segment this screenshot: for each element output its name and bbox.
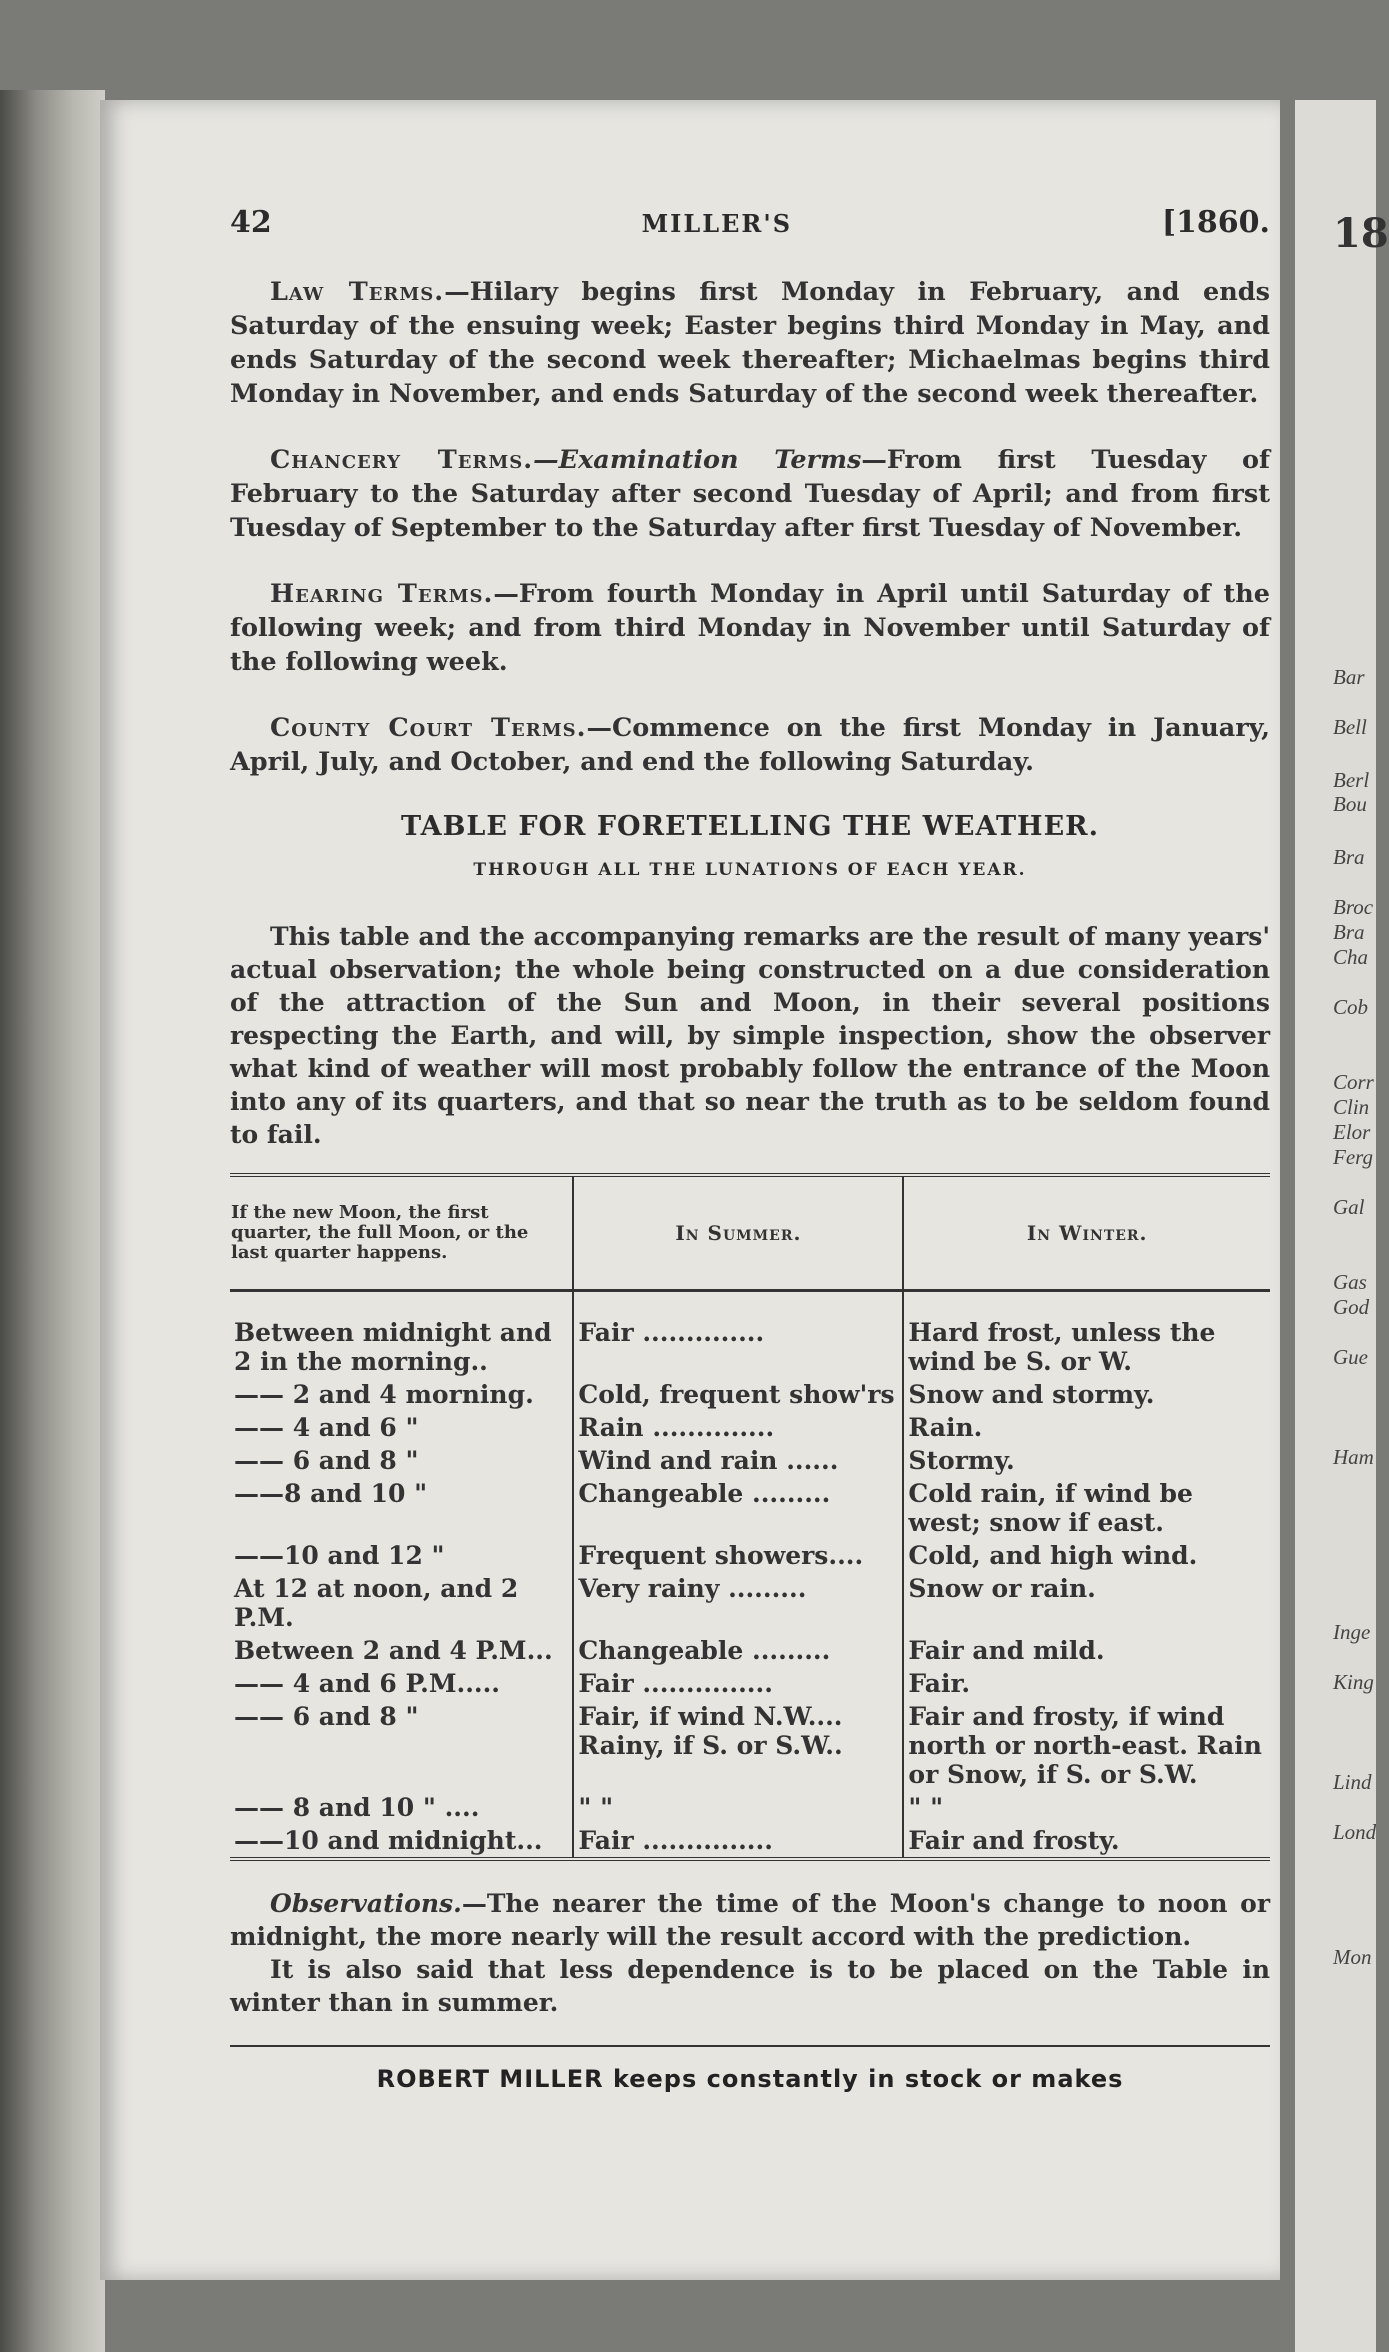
cell-summer: " " bbox=[573, 1791, 903, 1824]
cell-winter: Fair. bbox=[908, 1669, 971, 1698]
facing-fragment: Gue bbox=[1333, 1345, 1368, 1369]
cell-winter: Snow or rain. bbox=[908, 1574, 1096, 1603]
cell-winter: Fair and frosty, if wind north or north-east. Rain or Snow, if S. or S.W. bbox=[908, 1702, 1262, 1789]
cell-time: Between 2 and 4 P.M... bbox=[230, 1634, 573, 1667]
law-terms-paragraph bbox=[230, 275, 1270, 411]
table-row bbox=[230, 1539, 1270, 1572]
county-court-terms-paragraph bbox=[230, 711, 1270, 779]
facing-fragment: Lind bbox=[1333, 1770, 1372, 1794]
observations-paragraph-2: It is also said that less dependence is to be placed on the Table in winter than in summer. bbox=[230, 1955, 1270, 2017]
table-row bbox=[230, 1477, 1270, 1539]
cell-summer: Wind and rain ...... bbox=[573, 1444, 903, 1477]
facing-page-year: 18 bbox=[1333, 210, 1389, 257]
facing-page bbox=[1295, 100, 1389, 2352]
facing-fragment: Broc bbox=[1333, 895, 1374, 919]
cell-summer: Changeable ......... bbox=[573, 1477, 903, 1539]
table-row bbox=[230, 1291, 1270, 1379]
header-winter: In Winter. bbox=[903, 1175, 1270, 1291]
county-court-terms-text: —Commence on the first Monday in January, April, July, and October, and end the following Saturday. bbox=[230, 713, 1270, 777]
law-terms-lead: Law Terms. bbox=[270, 277, 445, 307]
cell-summer: Fair ............... bbox=[573, 1667, 903, 1700]
chancery-terms-paragraph bbox=[230, 443, 1270, 545]
cell-winter: Cold rain, if wind be west; snow if east. bbox=[908, 1479, 1193, 1537]
chancery-terms-italic: —Examination Terms bbox=[533, 445, 862, 475]
cell-time: —— 4 and 6 " bbox=[230, 1411, 573, 1444]
county-court-terms-lead: County Court Terms. bbox=[270, 713, 587, 743]
cell-summer: Fair, if wind N.W.... Rainy, if S. or S.W.. bbox=[573, 1700, 903, 1791]
table-row bbox=[230, 1444, 1270, 1477]
cell-winter: Fair and frosty. bbox=[908, 1826, 1120, 1855]
cell-summer: Frequent showers.... bbox=[573, 1539, 903, 1572]
facing-fragment: Inge bbox=[1333, 1620, 1371, 1644]
cell-summer: Very rainy ......... bbox=[573, 1572, 903, 1634]
table-row bbox=[230, 1791, 1270, 1824]
table-row bbox=[230, 1411, 1270, 1444]
facing-fragment: Bra bbox=[1333, 920, 1365, 944]
cell-summer: Cold, frequent show'rs bbox=[573, 1378, 903, 1411]
cell-time: —— 6 and 8 " bbox=[230, 1444, 573, 1477]
cell-time: —— 6 and 8 " bbox=[230, 1700, 573, 1791]
cell-winter: Cold, and high wind. bbox=[908, 1541, 1198, 1570]
cell-summer: Fair ............... bbox=[573, 1824, 903, 1859]
facing-fragment: God bbox=[1333, 1295, 1370, 1319]
table-row bbox=[230, 1824, 1270, 1859]
table-row bbox=[230, 1634, 1270, 1667]
cell-winter: Rain. bbox=[908, 1413, 983, 1442]
facing-fragment: King bbox=[1333, 1670, 1374, 1694]
facing-fragment: Ferg bbox=[1333, 1145, 1374, 1169]
weather-table bbox=[230, 1173, 1270, 1861]
cell-winter: " " bbox=[908, 1793, 944, 1822]
facing-fragment: Elor bbox=[1333, 1120, 1371, 1144]
observations-lead: Observations. bbox=[270, 1889, 462, 1918]
book-spine bbox=[0, 90, 105, 2352]
chancery-terms-lead: Chancery Terms. bbox=[270, 445, 534, 475]
cell-winter: Stormy. bbox=[908, 1446, 1015, 1475]
facing-fragment: Gal bbox=[1333, 1195, 1365, 1219]
weather-table-subtitle: THROUGH ALL THE LUNATIONS OF EACH YEAR. bbox=[473, 860, 1027, 880]
facing-fragment: Clin bbox=[1333, 1095, 1370, 1119]
facing-fragment: Cob bbox=[1333, 995, 1369, 1019]
facing-fragment: Gas bbox=[1333, 1270, 1367, 1294]
cell-time: ——10 and 12 " bbox=[230, 1539, 573, 1572]
observations-text: —The nearer the time of the Moon's change to noon or midnight, the more nearly will the result accord with the prediction. bbox=[230, 1889, 1270, 1951]
facing-fragment: Cha bbox=[1333, 945, 1369, 969]
cell-winter: Snow and stormy. bbox=[908, 1380, 1155, 1409]
page-number: 42 bbox=[230, 205, 272, 240]
cell-time: At 12 at noon, and 2 P.M. bbox=[230, 1572, 573, 1634]
page-content bbox=[230, 205, 1270, 2093]
chancery-terms-text: —From first Tuesday of February to the Saturday after second Tuesday of April; and from first Tuesday of September to the Saturday after first Tuesday of November. bbox=[230, 445, 1270, 543]
cell-summer: Fair .............. bbox=[573, 1291, 903, 1379]
cell-summer: Changeable ......... bbox=[573, 1634, 903, 1667]
facing-fragment: Berl bbox=[1333, 768, 1370, 792]
facing-fragment: Bra bbox=[1333, 845, 1365, 869]
weather-table-title: TABLE FOR FORETELLING THE WEATHER. bbox=[401, 811, 1099, 842]
facing-fragment: Mon bbox=[1333, 1945, 1372, 1969]
hearing-terms-lead: Hearing Terms. bbox=[270, 579, 494, 609]
facing-fragment: Bar bbox=[1333, 665, 1365, 689]
facing-fragment: Bell bbox=[1333, 715, 1367, 739]
header-time: If the new Moon, the first quarter, the full Moon, or the last quarter happens. bbox=[230, 1175, 573, 1291]
header-summer: In Summer. bbox=[573, 1175, 903, 1291]
observations-paragraph bbox=[230, 1887, 1270, 1953]
page-year: [1860. bbox=[1161, 205, 1270, 240]
page-header bbox=[230, 205, 1270, 275]
cell-time: Between midnight and 2 in the morning.. bbox=[230, 1291, 573, 1379]
footer-advert: ROBERT MILLER keeps constantly in stock or makes bbox=[376, 2065, 1124, 2093]
law-terms-text: —Hilary begins first Monday in February, and ends Saturday of the ensuing week; Easter begins third Monday in May, and ends Saturday of the second week thereafter; Michaelmas begins third Monday in November, and ends Saturday of the second week thereafter. bbox=[230, 277, 1270, 409]
cell-summer: Rain .............. bbox=[573, 1411, 903, 1444]
table-row bbox=[230, 1378, 1270, 1411]
cell-time: —— 4 and 6 P.M..... bbox=[230, 1667, 573, 1700]
footer-rule bbox=[230, 2045, 1270, 2047]
table-row bbox=[230, 1667, 1270, 1700]
cell-winter: Hard frost, unless the wind be S. or W. bbox=[908, 1318, 1216, 1376]
cell-time: ——8 and 10 " bbox=[230, 1477, 573, 1539]
facing-fragment: Lond bbox=[1333, 1820, 1377, 1844]
table-row bbox=[230, 1572, 1270, 1634]
facing-fragment: Bou bbox=[1333, 792, 1367, 816]
cell-winter: Fair and mild. bbox=[908, 1636, 1105, 1665]
cell-time: —— 2 and 4 morning. bbox=[230, 1378, 573, 1411]
cell-time: ——10 and midnight... bbox=[230, 1824, 573, 1859]
weather-intro: This table and the accompanying remarks are the result of many years' actual observation; the whole being constructed on a due consideration of the attraction of the Sun and Moon, in their several positions respecting the Earth, and will, by simple inspection, show the observer what kind of weather will most probably follow the entrance of the Moon into any of its quarters, and that so near the truth as to be seldom found to fail. bbox=[230, 922, 1270, 1149]
hearing-terms-text: —From fourth Monday in April until Saturday of the following week; and from third Monday in November until Saturday of the following week. bbox=[230, 579, 1270, 677]
weather-table-header-row bbox=[230, 1175, 1270, 1291]
hearing-terms-paragraph bbox=[230, 577, 1270, 679]
cell-time: —— 8 and 10 " .... bbox=[230, 1791, 573, 1824]
facing-fragment: Corr bbox=[1333, 1070, 1374, 1094]
running-title: MILLER'S bbox=[641, 209, 793, 238]
facing-fragment: Ham bbox=[1333, 1445, 1374, 1469]
table-row bbox=[230, 1700, 1270, 1791]
